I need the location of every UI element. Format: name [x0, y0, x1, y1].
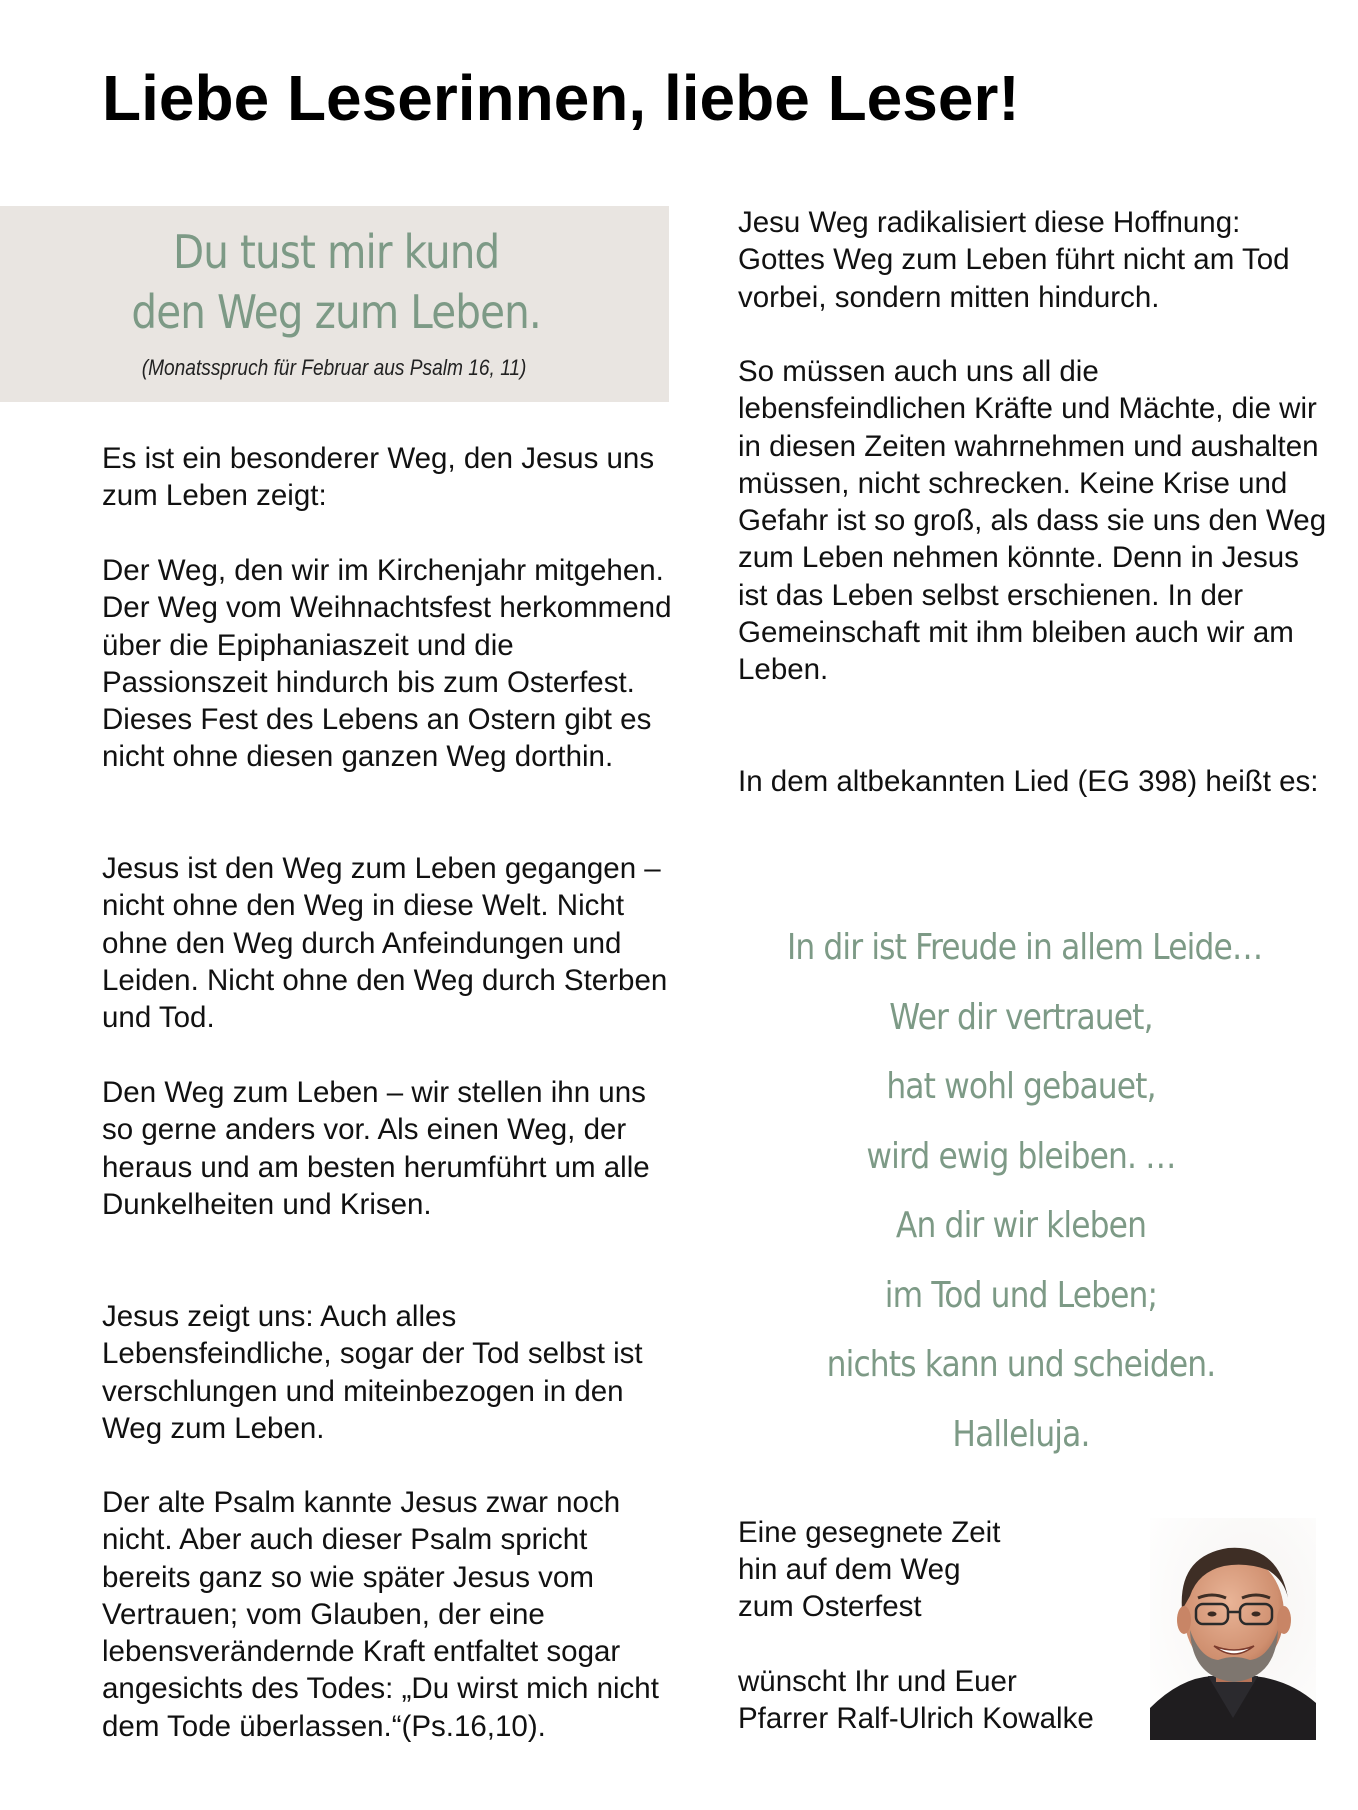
hymn-line: im Tod und Leben;	[884, 1274, 1158, 1316]
page-title: Liebe Leserinnen, liebe Leser!	[102, 62, 1020, 134]
closing-line-1: Eine gesegnete Zeit	[738, 1516, 1001, 1549]
paragraph: Den Weg zum Leben – wir stellen ihn uns so gerne anders vor. Als einen Weg, der heraus und am besten herumführt um alle Dunkelheiten und Krisen.	[102, 1076, 650, 1221]
paragraph: Es ist ein besonderer Weg, den Jesus uns zum Leben zeigt:	[102, 442, 655, 513]
hymn-line: wird ewig bleiben. …	[866, 1135, 1176, 1177]
paragraph: So müssen auch uns all die lebensfeindlichen Kräfte und Mächte, die wir in diesen Zeiten wahrnehmen und aushalten müssen, nicht schrecken. Keine Krise und Gefahr ist so groß, als dass sie uns den Weg zum Leben nehmen könnte. Denn in Jesus ist das Leben selbst erschienen. In der Gemeinschaft mit ihm bleiben auch wir am Leben.	[738, 355, 1327, 687]
monthly-verse-line-2: den Weg zum Leben.	[131, 285, 541, 339]
monthly-verse-line-1: Du tust mir kund	[172, 225, 500, 279]
monthly-verse-source: (Monatsspruch für Februar aus Psalm 16, 11)	[141, 355, 527, 380]
hymn-quote	[752, 918, 1290, 1474]
monthly-verse-box	[0, 206, 669, 402]
hymn-line: nichts kann und scheiden.	[826, 1344, 1216, 1385]
paragraph: Jesus ist den Weg zum Leben gegangen – nicht ohne den Weg in diese Welt. Nicht ohne den Weg durch Anfeindungen und Leiden. Nicht ohne den Weg durch Sterben und Tod.	[102, 852, 668, 1035]
hymn-line: Halleluja.	[952, 1413, 1090, 1455]
hymn-line: In dir ist Freude in allem Leide…	[786, 927, 1263, 968]
pastor-photo	[1150, 1518, 1316, 1740]
paragraph: Der alte Psalm kannte Jesus zwar noch nicht. Aber auch dieser Psalm spricht bereits ganz so wie später Jesus vom Vertrauen; vom Glauben, der eine lebensverändernde Kraft entfaltet sogar angesichts des Todes: „Du wirst mich nicht dem Tode überlassen.“(Ps.16,10).	[102, 1486, 659, 1743]
paragraph: Jesu Weg radikalisiert diese Hoffnung: Gottes Weg zum Leben führt nicht am Tod vorbei, sondern mitten hindurch.	[738, 206, 1290, 314]
paragraph: Jesus zeigt uns: Auch alles Lebensfeindliche, sogar der Tod selbst ist verschlungen und miteinbezogen in den Weg zum Leben.	[102, 1300, 643, 1445]
portrait-image	[1150, 1518, 1316, 1740]
closing-line-4: wünscht Ihr und Euer	[738, 1665, 1017, 1698]
hymn-line: hat wohl gebauet,	[886, 1066, 1156, 1107]
paragraph: Der Weg, den wir im Kirchenjahr mitgehen. Der Weg vom Weihnachtsfest herkommend über die Epiphaniaszeit und die Passionszeit hindurch bis zum Osterfest. Dieses Fest des Lebens an Ostern gibt es nicht ohne diesen ganzen Weg dorthin.	[102, 554, 672, 774]
hymn-line: An dir wir kleben	[895, 1205, 1147, 1246]
hymn-line: Wer dir vertrauet,	[889, 996, 1153, 1038]
signature-name: Pfarrer Ralf-Ulrich Kowalke	[738, 1702, 1094, 1735]
closing-line-2: hin auf dem Weg	[738, 1553, 961, 1586]
paragraph: In dem altbekannten Lied (EG 398) heißt es:	[738, 765, 1319, 798]
closing-line-3: zum Osterfest	[738, 1590, 922, 1623]
